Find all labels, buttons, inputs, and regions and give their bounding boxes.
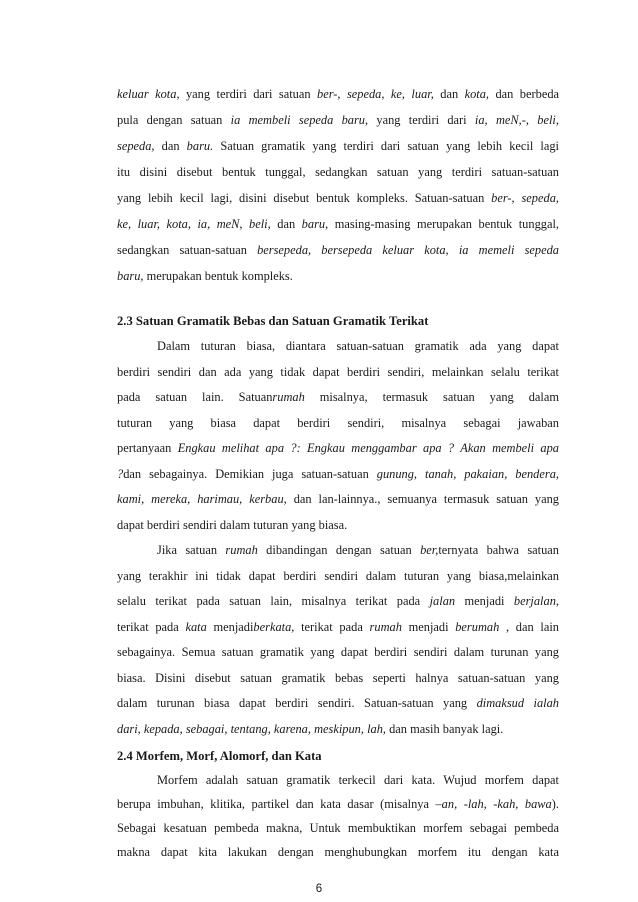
paragraph-line: terikat pada kata menjadiberkata, terikat pada rumah menjadi berumah , dan lain	[117, 619, 559, 634]
paragraph-line: sedangkan satuan-satuan bersepeda, bersepeda keluar kota, ia memeli sepeda	[117, 243, 559, 257]
paragraph-line: yang lebih kecil lagi, disini disebut bentuk kompleks. Satuan-satuan ber-, sepeda,	[117, 191, 559, 205]
paragraph-line: sepeda, dan baru. Satuan gramatik yang terdiri dari satuan yang lebih kecil lagi	[117, 139, 559, 153]
paragraph-line: baru, merupakan bentuk kompleks.	[117, 269, 293, 283]
paragraph-line: biasa. Disini disebut satuan gramatik bebas seperti halnya satuan-satuan yang	[117, 670, 559, 685]
paragraph-line: Dalam tuturan biasa, diantara satuan-satuan gramatik ada yang dapat	[157, 339, 559, 353]
paragraph-line: Sebagai kesatuan pembeda makna, Untuk membuktikan morfem sebagai pembeda	[117, 821, 559, 835]
paragraph-line: dapat berdiri sendiri dalam tuturan yang biasa.	[117, 517, 348, 532]
paragraph-line: pada satuan lain. Satuanrumah misalnya, termasuk satuan yang dalam	[117, 390, 559, 404]
paragraph-line: Morfem adalah satuan gramatik terkecil dari kata. Wujud morfem dapat	[157, 773, 559, 787]
paragraph-line: pertanyaan Engkau melihat apa ?: Engkau menggambar apa ? Akan membeli apa	[117, 441, 559, 455]
paragraph-line: berdiri sendiri dan ada yang tidak dapat berdiri sendiri, melainkan selalu terikat	[117, 364, 559, 379]
paragraph-line: dari, kepada, sebagai, tentang, karena, meskipun, lah, dan masih banyak lagi.	[117, 721, 504, 736]
paragraph-line: makna dapat kita lakukan dengan menghubungkan morfem itu dengan kata	[117, 845, 559, 859]
paragraph-line: keluar kota, yang terdiri dari satuan ber-, sepeda, ke, luar, dan kota, dan berbeda	[117, 87, 560, 101]
paragraph-line: pula dengan satuan ia membeli sepeda baru, yang terdiri dari ia, meN,-, beli,	[117, 113, 559, 127]
paragraph-line: Jika satuan rumah dibandingan dengan satuan ber,ternyata bahwa satuan	[157, 543, 560, 557]
section-heading-2-3: 2.3 Satuan Gramatik Bebas dan Satuan Gramatik Terikat	[117, 314, 429, 328]
paragraph-line: itu disini disebut bentuk tunggal, sedangkan satuan yang terdiri satuan-satuan	[117, 165, 559, 179]
page-number: 6	[315, 883, 323, 895]
paragraph-line: yang terakhir ini tidak dapat berdiri sendiri dalam tuturan yang biasa,melainkan	[117, 568, 559, 583]
paragraph-line: ke, luar, kota, ia, meN, beli, dan baru, masing-masing merupakan bentuk tunggal,	[117, 217, 560, 231]
paragraph-line: kami, mereka, harimau, kerbau, dan lan-lainnya., semuanya termasuk satuan yang	[117, 492, 559, 506]
paragraph-line: ?dan sebagainya. Demikian juga satuan-satuan gunung, tanah, pakaian, bendera,	[117, 466, 559, 481]
paragraph-line: berupa imbuhan, klitika, partikel dan kata dasar (misalnya –an, -lah, -kah, bawa).	[117, 797, 559, 811]
paragraph-line: selalu terikat pada satuan lain, misalnya terikat pada jalan menjadi berjalan,	[117, 594, 560, 608]
paragraph-line: tuturan yang biasa dapat berdiri sendiri, misalnya sebagai jawaban	[117, 415, 559, 430]
paragraph-line: dalam turunan biasa dapat berdiri sendiri. Satuan-satuan yang dimaksud ialah	[117, 696, 560, 710]
section-heading-2-4: 2.4 Morfem, Morf, Alomorf, dan Kata	[117, 749, 322, 763]
paragraph-line: sebagainya. Semua satuan gramatik yang dapat berdiri sendiri dalam turunan yang	[117, 645, 559, 659]
